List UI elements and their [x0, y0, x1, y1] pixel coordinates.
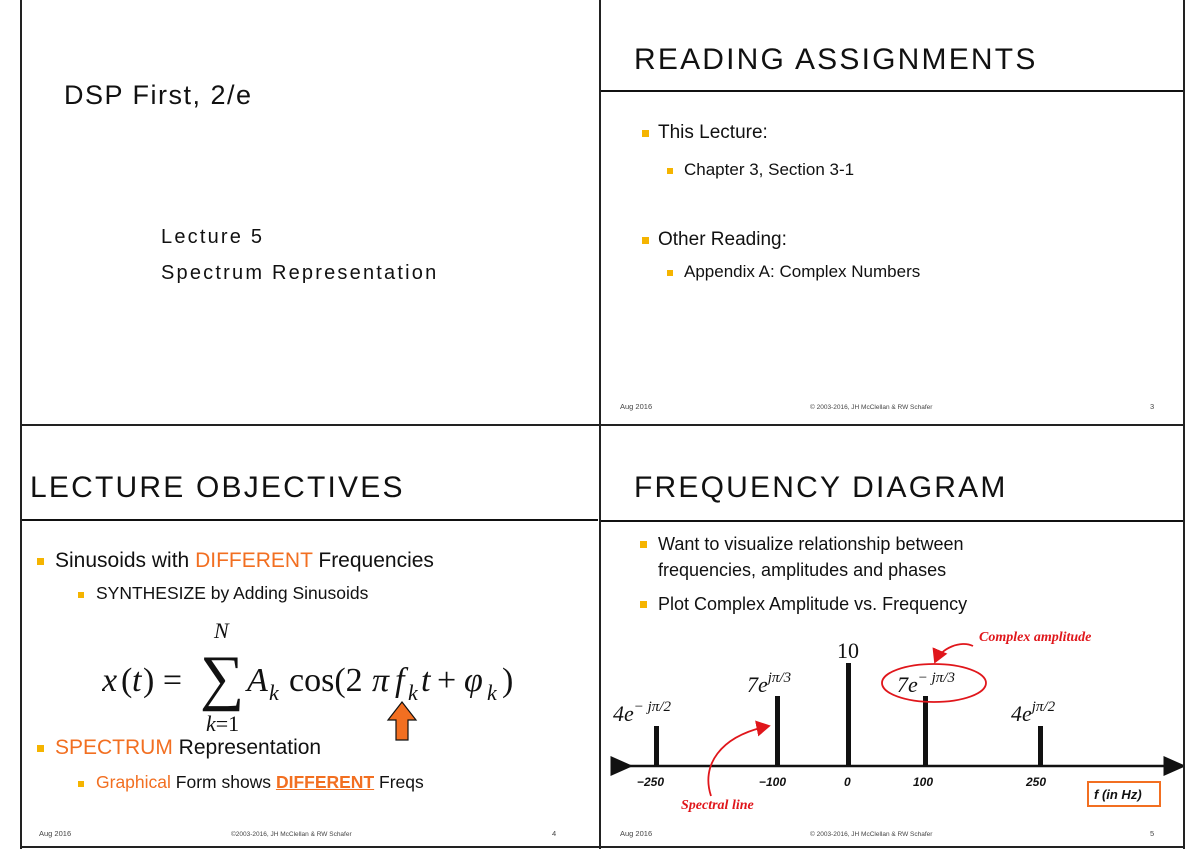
heading-rule	[601, 90, 1183, 92]
page-number: 4	[552, 829, 557, 838]
lecture-subtitle: Spectrum Representation	[161, 262, 439, 284]
complex-amplitude-label: Complex amplitude	[979, 630, 1092, 645]
amp-label-neg100: $7e^{j\pi/3}$	[747, 670, 792, 697]
bullet-marker	[640, 601, 647, 608]
spectrum-diagram	[601, 626, 1183, 831]
slide-heading: FREQUENCY DIAGRAM	[634, 471, 1008, 504]
sub-bullet-marker	[667, 270, 673, 276]
emphasis-graphical: Graphical	[96, 772, 171, 792]
tick-label: −250	[637, 775, 665, 789]
slide-reading-assignments	[601, 0, 1183, 423]
bullet-text: Form shows	[170, 772, 276, 792]
footer-copyright: © 2003-2016, JH McClellan & RW Schafer	[810, 831, 933, 838]
slide-frequency-diagram	[601, 426, 1183, 845]
amp-label-0: 10	[837, 638, 859, 663]
emphasis-different-underlined: DIFFERENT	[275, 772, 375, 792]
bullet-this-lecture: This Lecture:	[658, 122, 768, 143]
amp-magnitude: 4	[613, 701, 624, 726]
amp-label-pos250: $4e^{j\pi/2}$	[1011, 699, 1056, 726]
slide-heading: READING ASSIGNMENTS	[634, 43, 1038, 76]
sub-bullet-chapter: Chapter 3, Section 3-1	[684, 160, 855, 179]
svg-text:k: k	[269, 680, 279, 705]
svg-text:x: x	[102, 662, 118, 699]
slide-heading: LECTURE OBJECTIVES	[30, 471, 405, 504]
tick-label: −100	[759, 775, 787, 789]
amp-magnitude: 4	[1011, 701, 1022, 726]
sub-bullet-synthesize: SYNTHESIZE by Adding Sinusoids	[96, 583, 369, 603]
spectral-line-250	[1038, 726, 1043, 766]
sub-bullet-appendix: Appendix A: Complex Numbers	[684, 262, 921, 281]
svg-text:φ: φ	[464, 662, 483, 699]
bullet-text: Representation	[172, 736, 322, 759]
svg-text:∑: ∑	[200, 644, 245, 712]
amp-label-pos100: $7e^{- j\pi/3}$	[897, 670, 955, 697]
page-number: 5	[1150, 829, 1155, 838]
course-title: DSP First, 2/e	[64, 80, 253, 110]
amp-label-neg250: $4e^{- j\pi/2}$	[613, 699, 671, 726]
svg-text:k: k	[487, 680, 497, 705]
svg-text:+: +	[437, 662, 457, 699]
svg-text:N: N	[214, 618, 229, 643]
bullet-visualize-line2: frequencies, amplitudes and phases	[658, 560, 947, 580]
svg-text:π: π	[372, 662, 390, 699]
bullet-marker	[640, 541, 647, 548]
svg-text:cos(2: cos(2	[289, 662, 363, 699]
slide-lecture-objectives	[22, 426, 598, 845]
spectral-line-100	[923, 696, 928, 766]
amp-magnitude: 7	[747, 672, 758, 697]
bottom-border	[20, 846, 1184, 848]
emphasis-spectrum: SPECTRUM	[55, 736, 173, 759]
bullet-text: Freqs	[374, 772, 424, 792]
bullet-text: Sinusoids with	[55, 549, 196, 572]
footer-copyright: © 2003-2016, JH McClellan & RW Schafer	[810, 404, 933, 411]
svg-text:(: (	[121, 662, 133, 699]
heading-rule	[601, 520, 1183, 522]
svg-text:t: t	[421, 662, 431, 699]
heading-rule	[22, 519, 598, 521]
bullet-spectrum	[55, 736, 321, 760]
tick-label: 100	[913, 775, 934, 789]
sub-bullet-marker	[667, 168, 673, 174]
footer-date: Aug 2016	[620, 402, 653, 411]
bullet-other-reading: Other Reading:	[658, 229, 787, 250]
sub-bullet-marker	[78, 781, 84, 787]
svg-text:A: A	[247, 662, 268, 699]
footer-date: Aug 2016	[39, 829, 72, 838]
bullet-sinusoids	[55, 549, 434, 573]
footer-copyright: ©2003-2016, JH McClellan & RW Schafer	[231, 831, 352, 838]
complex-amplitude-pointer	[935, 644, 973, 662]
bullet-plot: Plot Complex Amplitude vs. Frequency	[658, 594, 968, 614]
slide-title	[22, 0, 598, 423]
svg-text:t: t	[132, 662, 142, 699]
svg-text:k=1: k=1	[206, 711, 240, 736]
synthesis-formula	[102, 616, 542, 746]
bullet-marker	[642, 130, 649, 137]
axis-label: f (in Hz)	[1094, 787, 1142, 802]
spectral-line-neg250	[654, 726, 659, 766]
svg-text:f: f	[395, 662, 405, 699]
bullet-marker	[37, 745, 44, 752]
bullet-visualize-line1: Want to visualize relationship between	[658, 534, 964, 554]
bullet-text: Frequencies	[312, 549, 434, 572]
bullet-marker	[37, 558, 44, 565]
sub-bullet-graphical	[96, 772, 424, 793]
tick-label: 0	[844, 775, 851, 789]
amp-magnitude: 7	[897, 672, 908, 697]
tick-label: 250	[1026, 775, 1047, 789]
svg-text:) =: ) =	[143, 662, 182, 699]
sub-bullet-marker	[78, 592, 84, 598]
lecture-number: Lecture 5	[161, 226, 265, 248]
spectral-line-0	[846, 663, 851, 766]
up-arrow-icon	[388, 702, 416, 740]
footer-date: Aug 2016	[620, 829, 653, 838]
svg-text:): )	[502, 662, 514, 699]
spectral-line-neg100	[775, 696, 780, 766]
emphasis-different: DIFFERENT	[195, 549, 313, 572]
spectral-line-label: Spectral line	[681, 798, 754, 813]
svg-text:k: k	[408, 680, 418, 705]
page-number: 3	[1150, 402, 1155, 411]
bullet-marker	[642, 237, 649, 244]
